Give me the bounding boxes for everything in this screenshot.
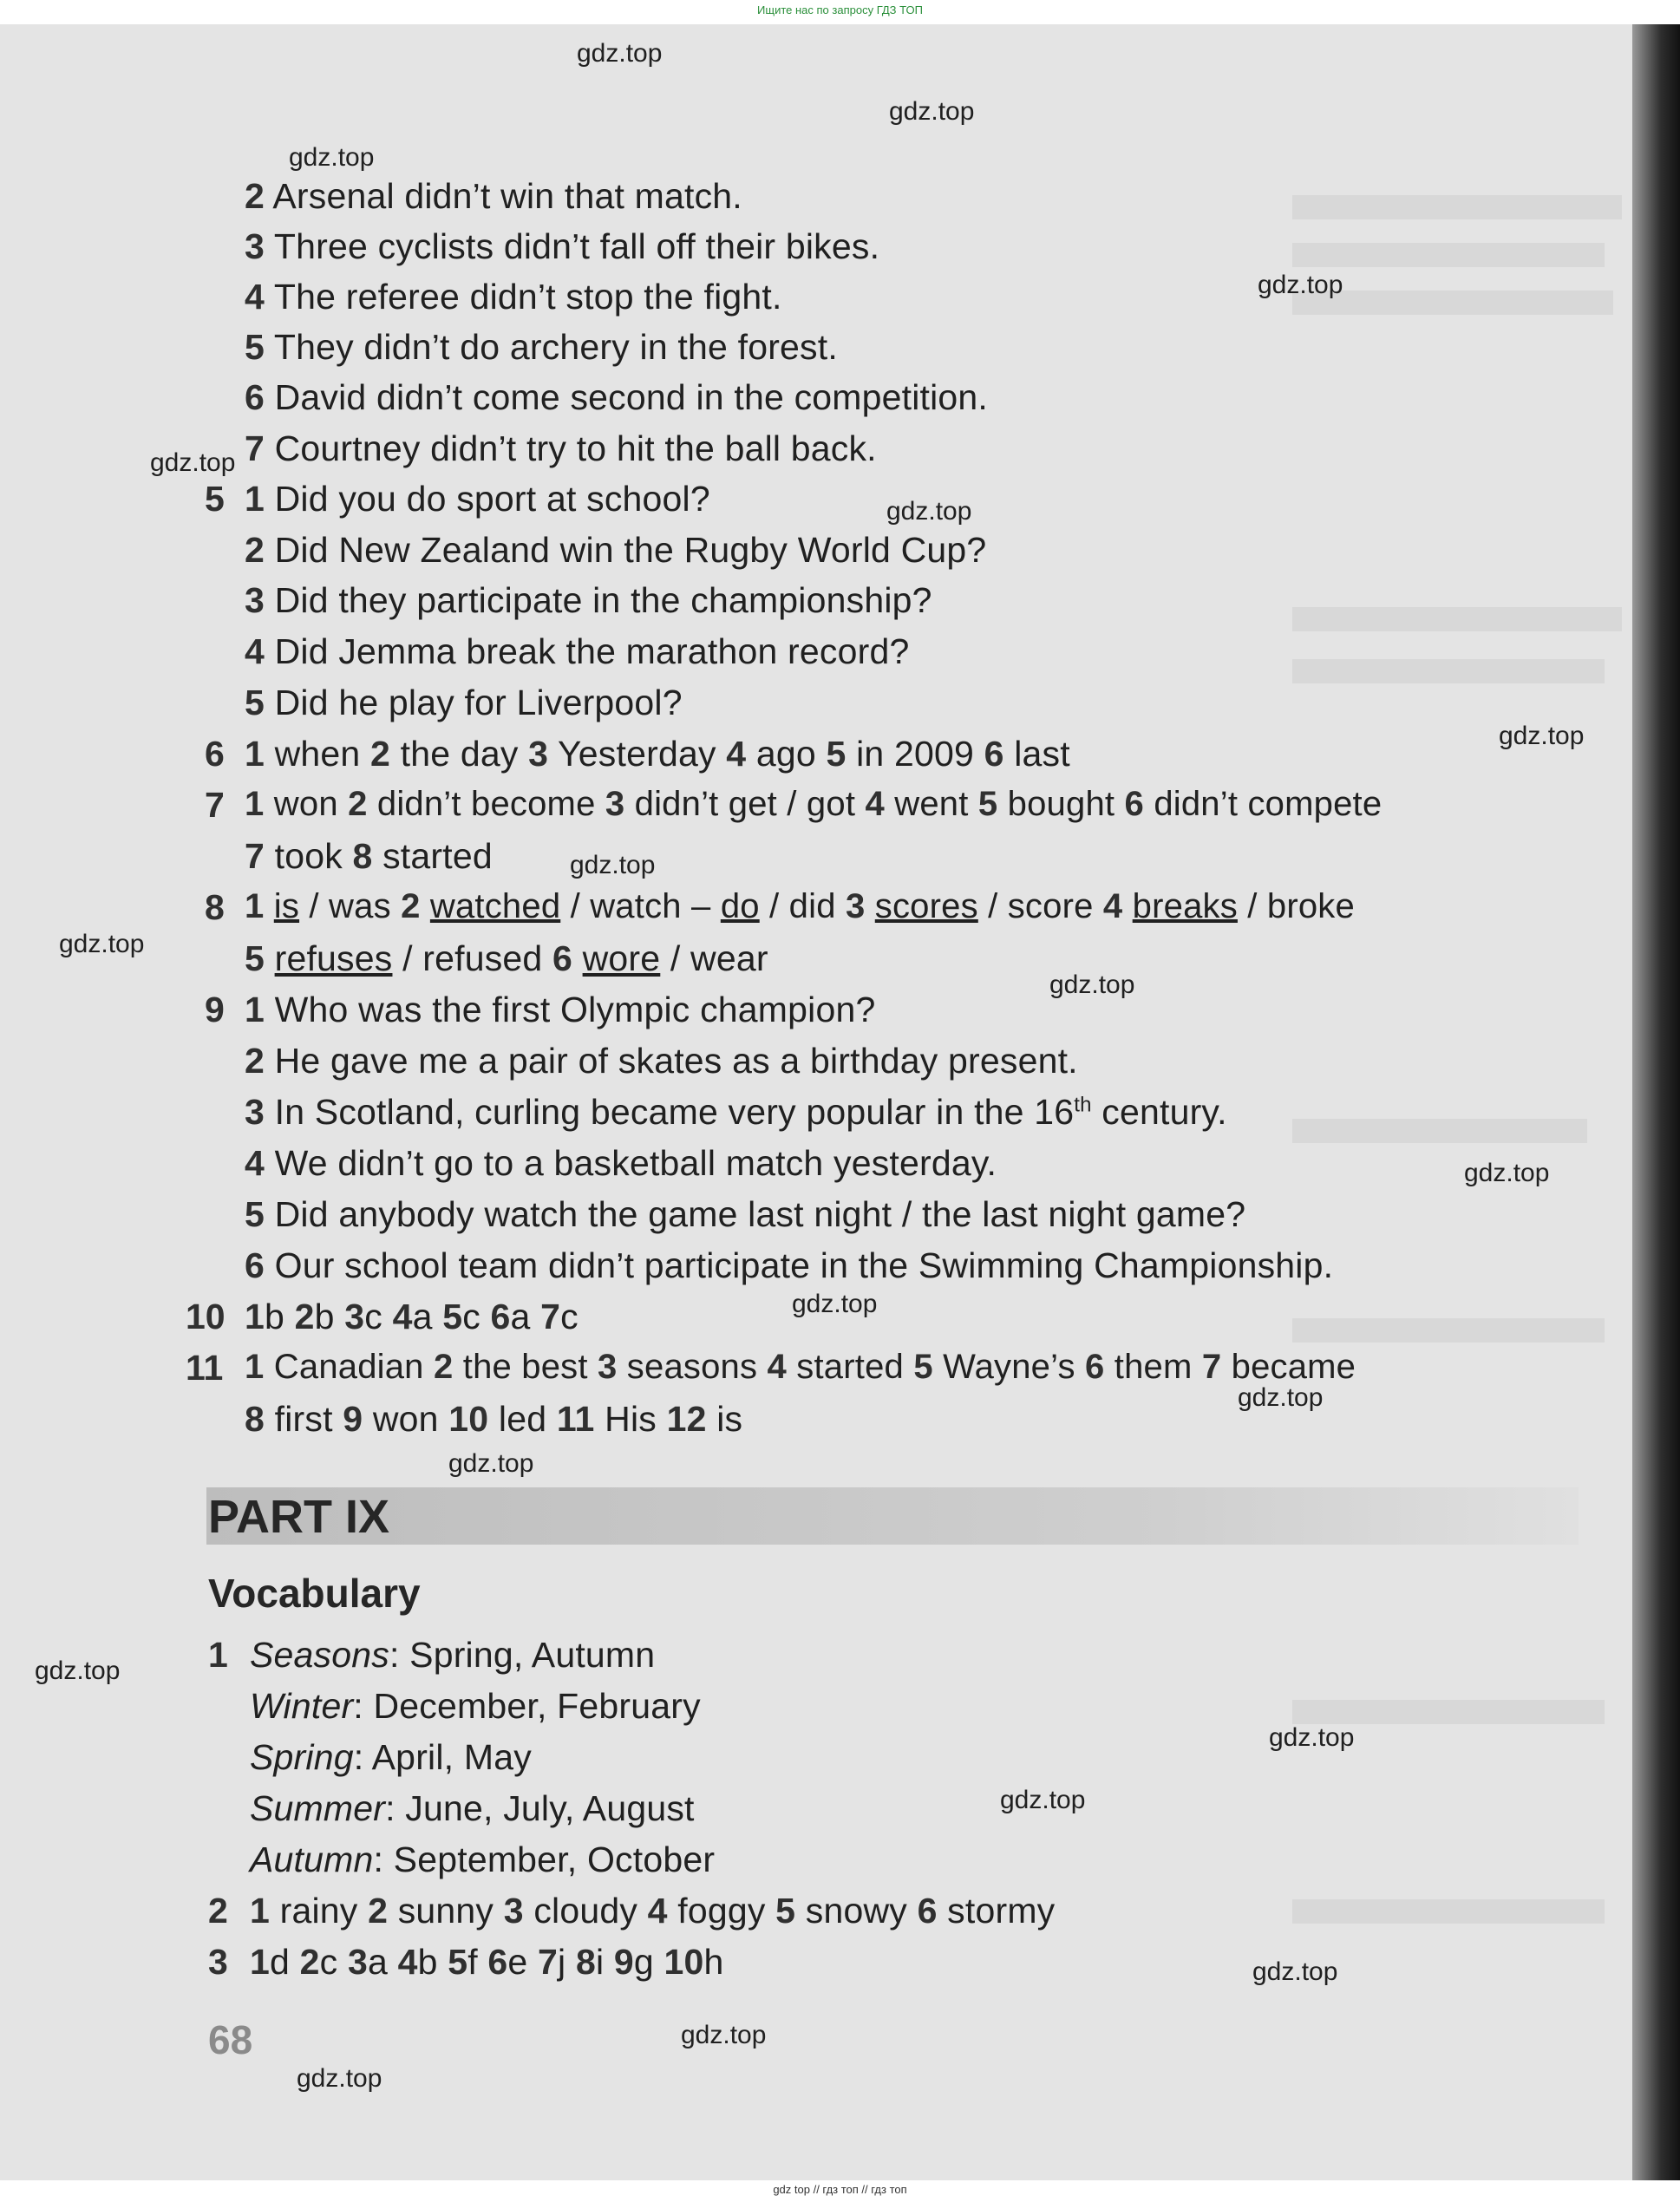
footer-note: gdz top // гдз топ // гдз топ xyxy=(773,2183,907,2196)
answer-line: 5 They didn’t do archery in the forest. xyxy=(245,327,838,367)
answer-line: 7 Courtney didn’t try to hit the ball back. xyxy=(245,428,877,468)
part-heading-bar xyxy=(206,1487,1579,1545)
watermark: gdz.top xyxy=(297,2064,382,2093)
answer-line: 4 Did Jemma break the marathon record? xyxy=(245,631,910,671)
exercise-number: 10 xyxy=(186,1297,226,1336)
page-number: 68 xyxy=(208,2017,253,2062)
watermark: gdz.top xyxy=(792,1290,878,1318)
answer-line: 4 The referee didn’t stop the fight. xyxy=(245,277,782,317)
exercise-number: 7 xyxy=(205,785,225,825)
answer-line: 1d 2c 3a 4b 5f 6e 7j 8i 9g 10h xyxy=(250,1942,724,1982)
watermark: gdz.top xyxy=(1499,722,1585,750)
answer-line: 2 Arsenal didn’t win that match. xyxy=(245,176,742,216)
answer-line: 8 first 9 won 10 led 11 His 12 is xyxy=(245,1399,743,1439)
section-title: Vocabulary xyxy=(208,1571,421,1616)
answer-line: Winter: December, February xyxy=(250,1686,701,1726)
part-title: PART IX xyxy=(208,1491,390,1543)
exercise-number: 5 xyxy=(205,479,225,519)
watermark: gdz.top xyxy=(1000,1786,1086,1814)
answer-line: 1 rainy 2 sunny 3 cloudy 4 foggy 5 snowy 6 stormy xyxy=(250,1891,1056,1931)
watermark: gdz.top xyxy=(1049,970,1135,999)
watermark: gdz.top xyxy=(681,2021,767,2049)
book-spine xyxy=(1632,24,1680,2180)
answer-line: 3 Did they participate in the championship? xyxy=(245,580,932,620)
answer-line: 2 Did New Zealand win the Rugby World Cup? xyxy=(245,530,987,570)
watermark: gdz.top xyxy=(1464,1159,1550,1187)
watermark: gdz.top xyxy=(289,143,375,172)
watermark: gdz.top xyxy=(150,448,236,477)
watermark: gdz.top xyxy=(570,851,656,879)
answer-line: 1 when 2 the day 3 Yesterday 4 ago 5 in 2009 6 last xyxy=(245,734,1070,774)
watermark: gdz.top xyxy=(59,930,145,958)
answer-line: Autumn: September, October xyxy=(250,1839,716,1879)
exercise-number: 8 xyxy=(205,887,225,927)
answer-line: 1 Canadian 2 the best 3 seasons 4 started 5 Wayne’s 6 them 7 became xyxy=(245,1348,1356,1386)
watermark: gdz.top xyxy=(1269,1723,1355,1752)
watermark: gdz.top xyxy=(886,497,972,526)
watermark: gdz.top xyxy=(889,97,975,126)
answer-line: 1 won 2 didn’t become 3 didn’t get / got 4 went 5 bought 6 didn’t compete xyxy=(245,785,1383,823)
answer-line: Seasons: Spring, Autumn xyxy=(250,1635,656,1675)
answer-line: 3 Three cyclists didn’t fall off their bikes. xyxy=(245,226,880,266)
exercise-number: 3 xyxy=(208,1942,228,1982)
watermark: gdz.top xyxy=(1238,1383,1324,1412)
answer-line: 4 We didn’t go to a basketball match yesterday. xyxy=(245,1143,997,1183)
exercise-number: 6 xyxy=(205,734,225,774)
watermark: gdz.top xyxy=(448,1449,534,1478)
watermark: gdz.top xyxy=(1252,1957,1338,1986)
answer-line: Summer: June, July, August xyxy=(250,1788,695,1828)
exercise-number: 1 xyxy=(208,1635,228,1675)
watermark: gdz.top xyxy=(577,39,663,68)
answer-line: 1b 2b 3c 4a 5c 6a 7c xyxy=(245,1297,579,1336)
answer-line: 6 Our school team didn’t participate in the Swimming Championship. xyxy=(245,1245,1334,1285)
watermark: gdz.top xyxy=(35,1656,121,1685)
answer-line: 2 He gave me a pair of skates as a birthday present. xyxy=(245,1041,1078,1081)
answer-line: 5 Did anybody watch the game last night / the last night game? xyxy=(245,1194,1246,1234)
answer-line: 5 refuses / refused 6 wore / wear xyxy=(245,938,768,978)
answer-line: 1 is / was 2 watched / watch – do / did 3 scores / score 4 breaks / broke xyxy=(245,887,1355,925)
watermark: gdz.top xyxy=(1258,271,1343,299)
answer-line: 7 took 8 started xyxy=(245,836,493,876)
answer-line: Spring: April, May xyxy=(250,1737,532,1777)
exercise-number: 11 xyxy=(186,1348,224,1388)
answer-line: 6 David didn’t come second in the competition. xyxy=(245,377,989,417)
header-note: Ищите нас по запросу ГДЗ ТОП xyxy=(757,3,923,16)
answer-line: 1 Did you do sport at school? xyxy=(245,479,710,519)
answer-line: 1 Who was the first Olympic champion? xyxy=(245,990,876,1029)
exercise-number: 2 xyxy=(208,1891,228,1931)
answer-line: 3 In Scotland, curling became very popular in the 16th century. xyxy=(245,1092,1227,1132)
answer-line: 5 Did he play for Liverpool? xyxy=(245,683,683,722)
exercise-number: 9 xyxy=(205,990,225,1029)
